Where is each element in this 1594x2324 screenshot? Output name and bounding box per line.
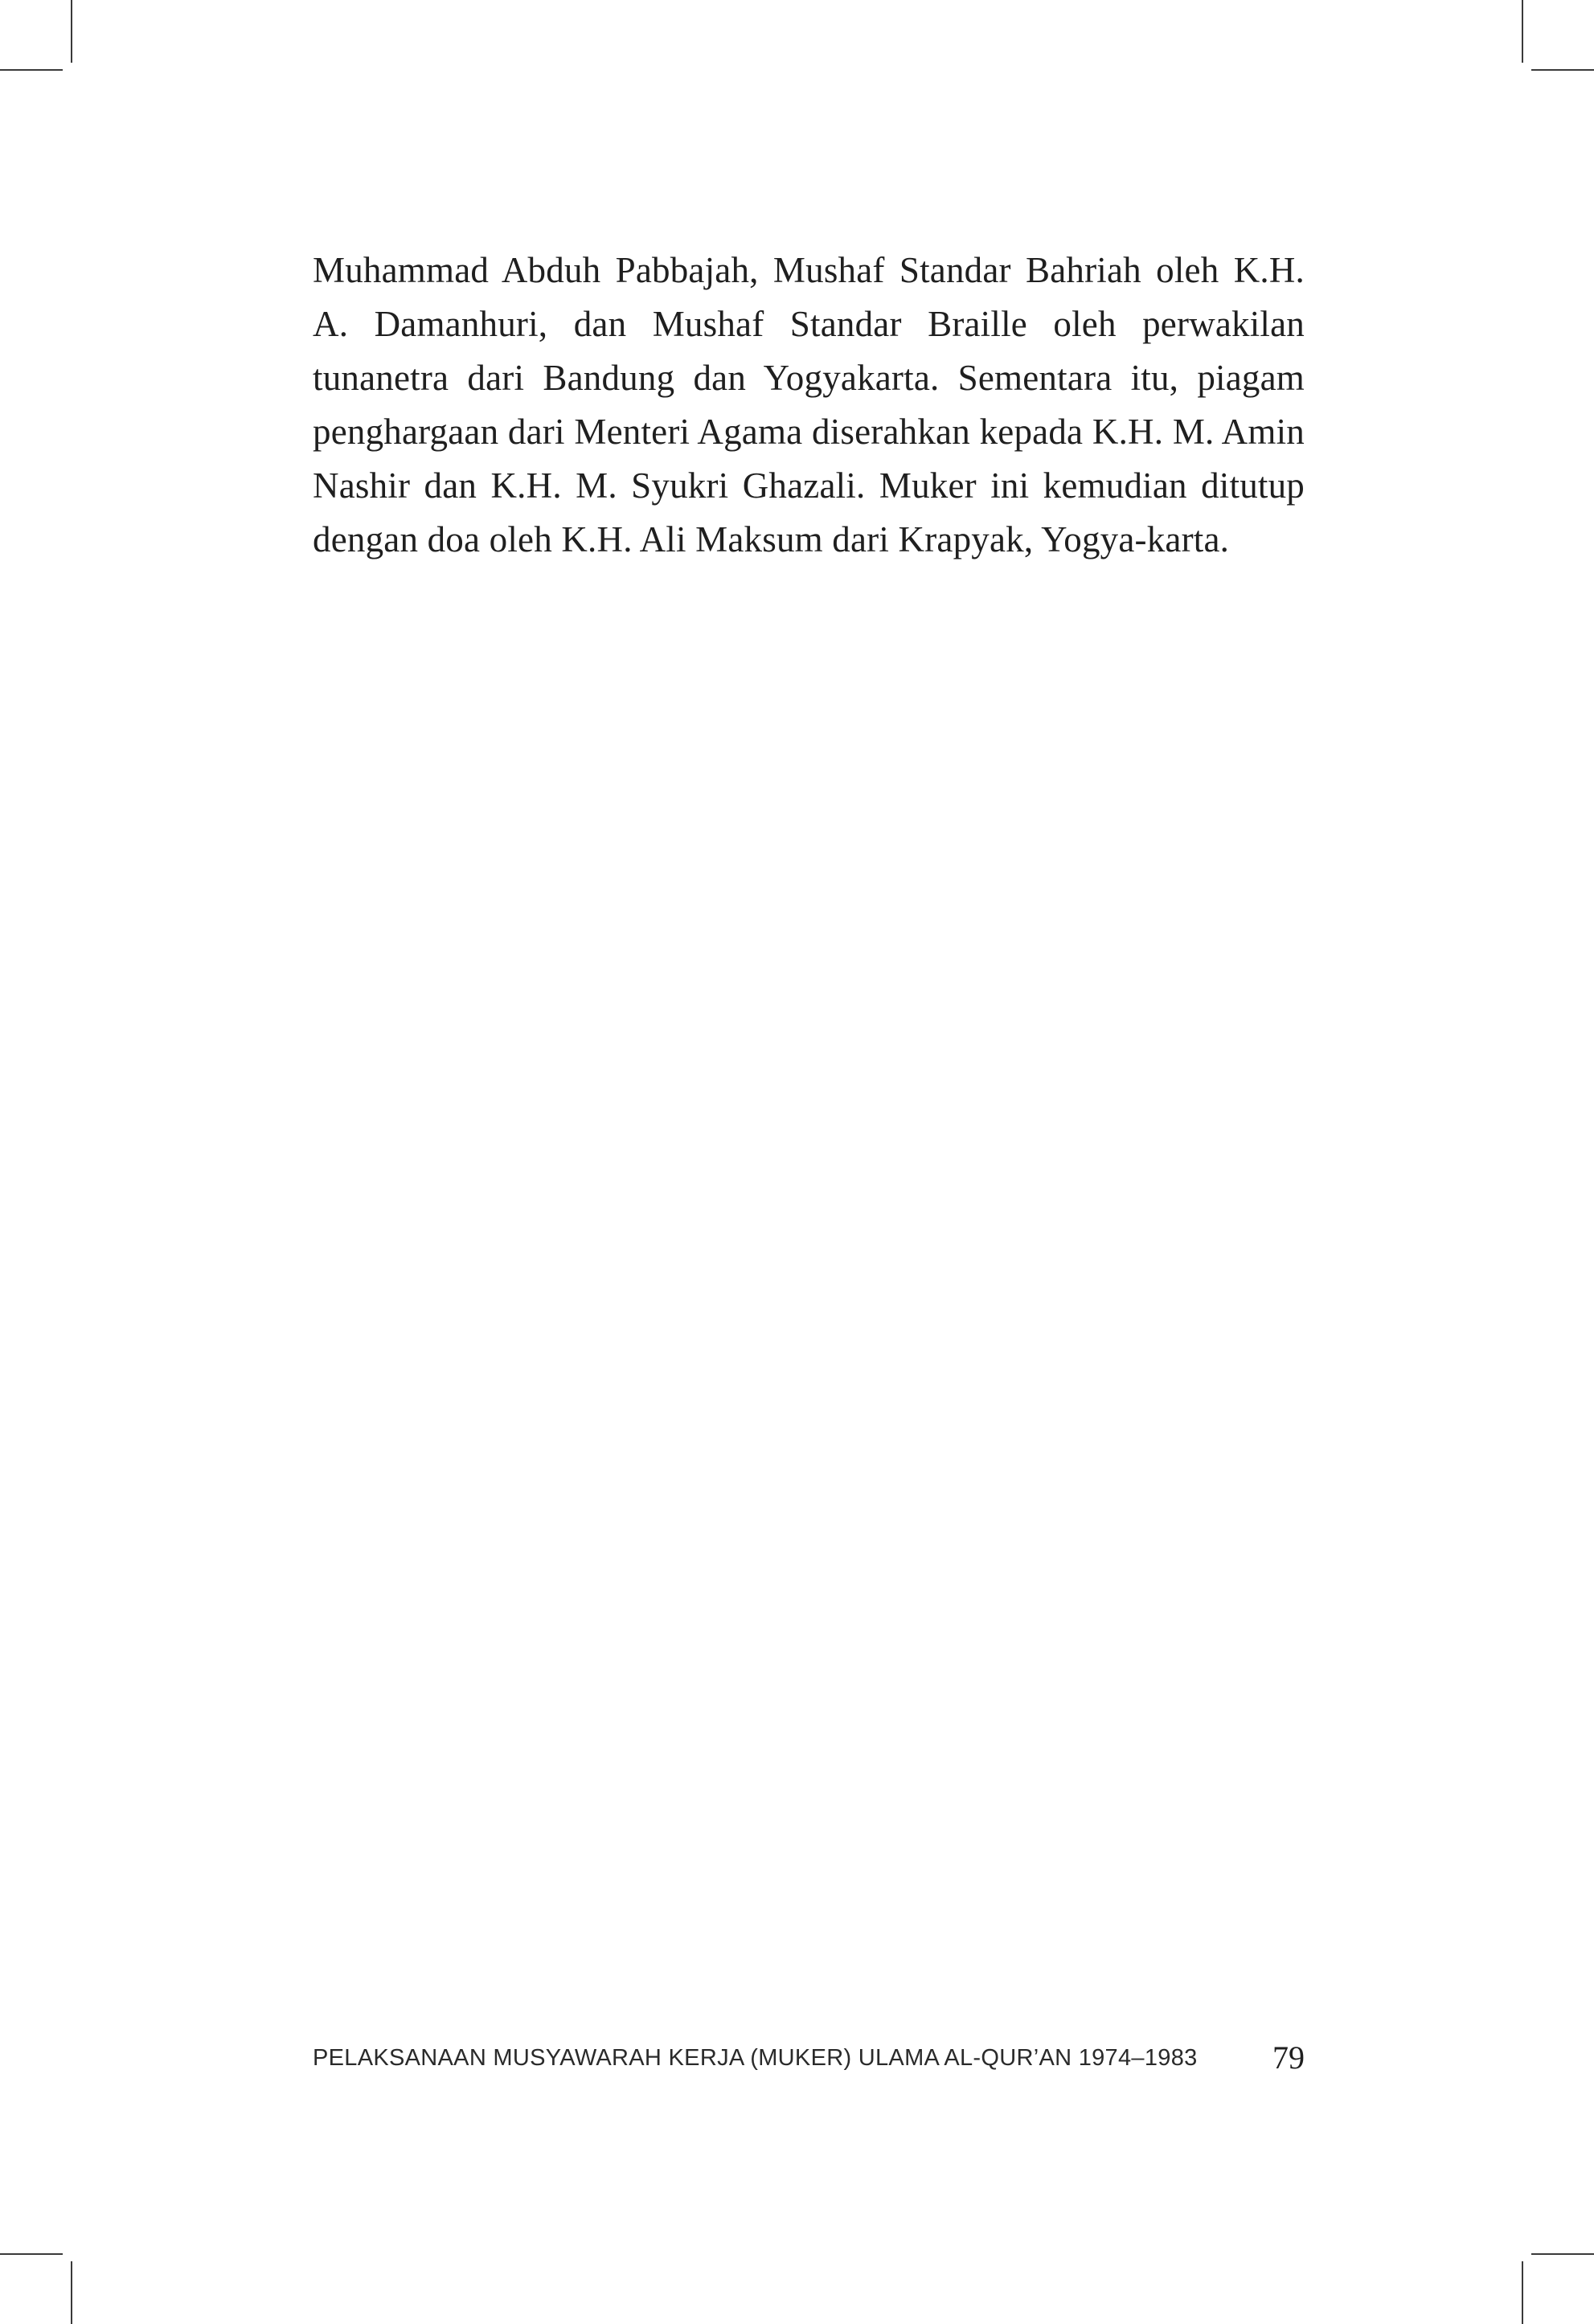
crop-mark-bottom-right-vertical — [1522, 2261, 1523, 2324]
crop-mark-top-left-vertical — [71, 0, 72, 63]
crop-mark-bottom-right-horizontal — [1531, 2253, 1594, 2255]
page-footer — [313, 2039, 1305, 2079]
crop-mark-top-right-vertical — [1522, 0, 1523, 63]
page-number: 79 — [1272, 2039, 1305, 2076]
crop-mark-bottom-left-horizontal — [0, 2253, 63, 2255]
crop-mark-top-right-horizontal — [1531, 69, 1594, 71]
body-paragraph: Muhammad Abduh Pabbajah, Mushaf Standar Bahriah oleh K.H. A. Damanhuri, dan Mushaf Standar Braille oleh perwakilan tunanetra dari Bandung dan Yogyakarta. Sementara itu, piagam penghargaan dari Menteri Agama diserahkan kepada K.H. M. Amin Nashir dan K.H. M. Syukri Ghazali. Muker ini kemudian ditutup dengan doa oleh K.H. Ali Maksum dari Krapyak, Yogya-karta. — [313, 250, 1305, 559]
crop-mark-bottom-left-vertical — [71, 2261, 72, 2324]
running-title: PELAKSANAAN MUSYAWARAH KERJA (MUKER) ULAMA AL-QUR’AN 1974–1983 — [313, 2045, 1198, 2071]
crop-mark-top-left-horizontal — [0, 69, 63, 71]
